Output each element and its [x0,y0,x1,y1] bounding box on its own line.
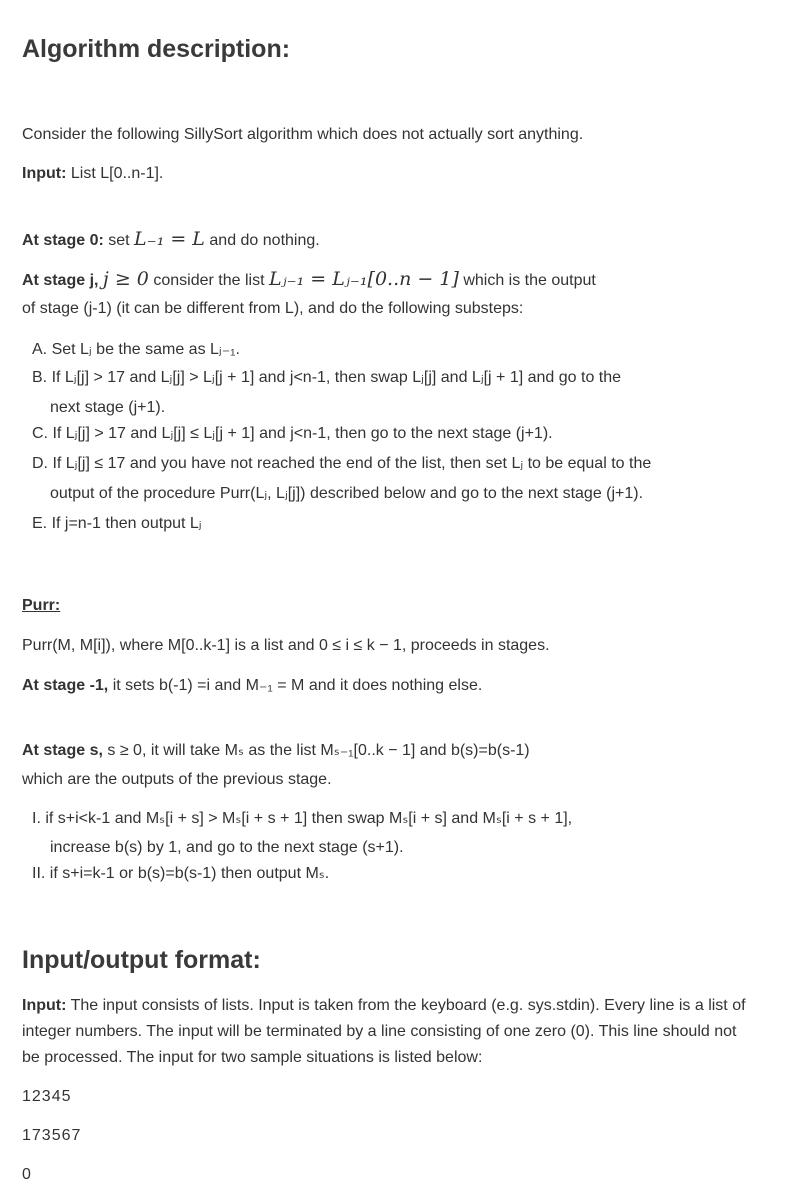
page-title: Algorithm description: [22,35,291,63]
input-label: Input: [22,165,67,182]
step-a: A. Set Lⱼ be the same as Lⱼ₋₁. [32,341,240,358]
io-line3: be processed. The input for two sample situations is listed below: [22,1049,483,1066]
stagej-label: At stage j, [22,272,99,289]
input-text: List L[0..n-1]. [70,165,164,182]
io-label: Input: [22,997,67,1014]
stagej-post: which is the output [463,272,596,289]
stagej-mid: consider the list [153,272,265,289]
io-line1-text: The input consists of lists. Input is taken from the keyboard (e.g. sys.stdin). Every line is a list of [70,997,746,1014]
stage0-math: L₋₁ = L [134,228,205,250]
intro-text: Consider the following SillySort algorithm which does not actually sort anything. [22,126,584,143]
sample-1: 12345 [22,1088,72,1105]
step-i-cont: increase b(s) by 1, and go to the next stage (s+1). [50,839,404,856]
stages-text: s ≥ 0, it will take Mₛ as the list Mₛ₋₁[0..k − 1] and b(s)=b(s-1) [107,742,530,759]
stagej-line [22,269,596,291]
input-line [22,164,163,184]
step-c: C. If Lⱼ[j] > 17 and Lⱼ[j] ≤ Lⱼ[j + 1] and j<n-1, then go to the next stage (j+1). [32,425,553,442]
purr-line: Purr(M, M[i]), where M[0..k-1] is a list and 0 ≤ i ≤ k − 1, proceeds in stages. [22,637,550,654]
purr-stage-label: At stage -1, [22,677,109,694]
stagej-line2: of stage (j-1) (it can be different from L), and do the following substeps: [22,300,524,317]
step-ii: II. if s+i=k-1 or b(s)=b(s-1) then output Mₛ. [32,865,330,882]
stagej-math2: Lⱼ₋₁ = Lⱼ₋₁[0..n − 1] [268,268,459,290]
io-title: Input/output format: [22,946,261,974]
stages-line2: which are the outputs of the previous stage. [22,771,332,788]
purr-stage-text: it sets b(-1) =i and M₋₁ = M and it does nothing else. [112,677,483,694]
step-d-cont: output of the procedure Purr(Lⱼ, Lⱼ[j]) described below and go to the next stage (j+1). [50,485,644,502]
stage0-pre: set [108,232,130,249]
step-d: D. If Lⱼ[j] ≤ 17 and you have not reached the end of the list, then set Lⱼ to be equal to the [32,455,652,472]
purr-heading: Purr: [22,597,61,614]
step-b: B. If Lⱼ[j] > 17 and Lⱼ[j] > Lⱼ[j + 1] and j<n-1, then swap Lⱼ[j] and Lⱼ[j + 1] and go to the [32,369,622,386]
stages-label: At stage s, [22,742,103,759]
io-line1 [22,996,746,1016]
stage0-post: and do nothing. [209,232,320,249]
step-e: E. If j=n-1 then output Lⱼ [32,515,202,532]
stages-line [22,741,530,761]
purr-stage-line [22,676,482,696]
step-b-cont: next stage (j+1). [50,399,166,416]
io-line2: integer numbers. The input will be terminated by a line consisting of one zero (0). This line should not [22,1023,737,1040]
sample-3: 0 [22,1166,32,1183]
stagej-math1: j ≥ 0 [102,268,149,290]
sample-2: 173567 [22,1127,82,1144]
stage0-line [22,229,320,251]
stage0-label: At stage 0: [22,232,104,249]
step-i: I. if s+i<k-1 and Mₛ[i + s] > Mₛ[i + s + 1] then swap Mₛ[i + s] and Mₛ[i + s + 1], [32,810,573,827]
